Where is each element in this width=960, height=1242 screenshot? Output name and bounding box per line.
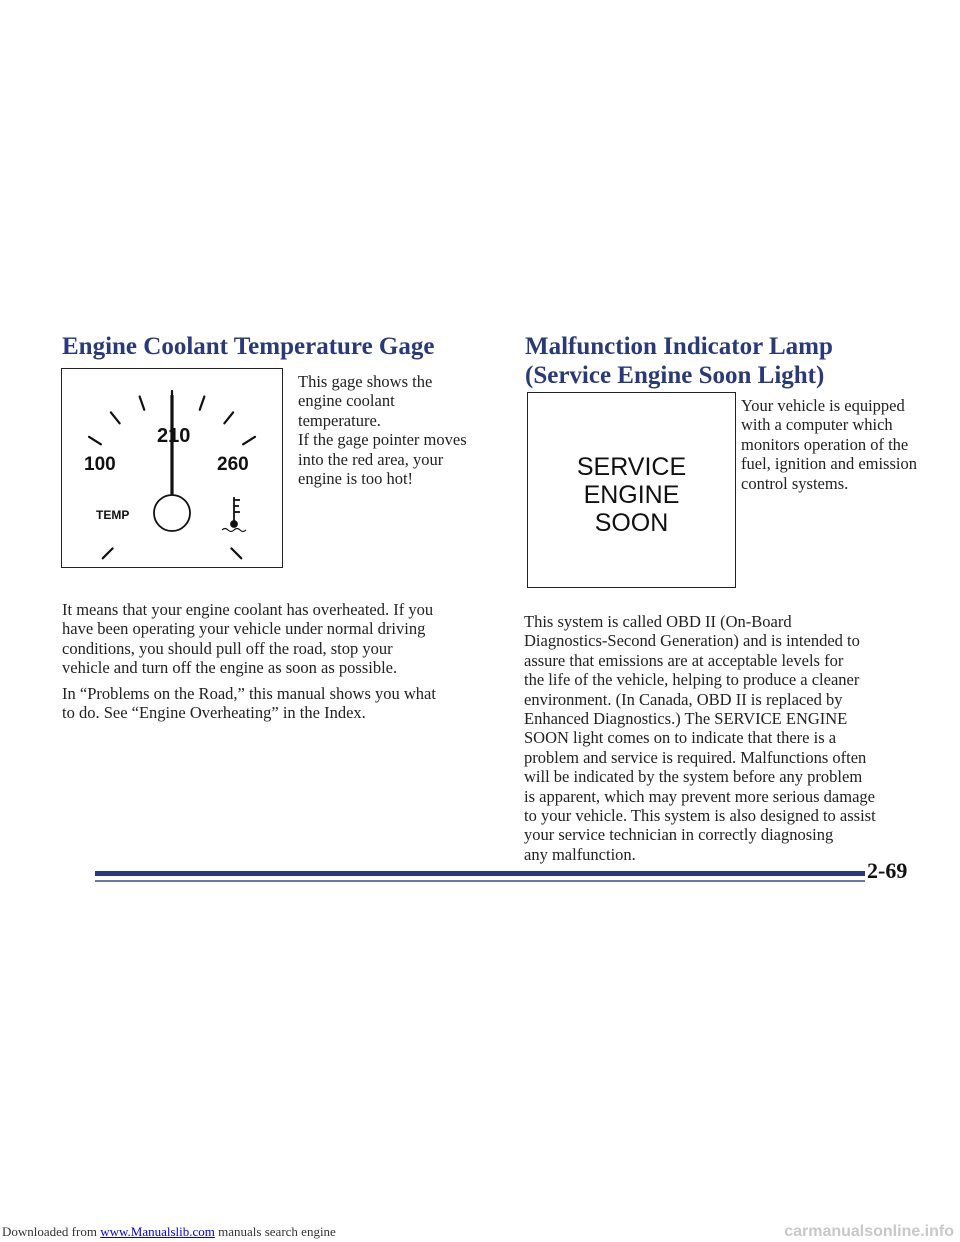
gauge-tick	[111, 412, 120, 423]
footer-rule	[95, 871, 865, 876]
gauge-tick	[200, 396, 205, 409]
page-number: 2-69	[867, 858, 908, 883]
gauge-temp-label: TEMP	[96, 508, 130, 522]
gauge-hub	[154, 495, 190, 531]
paragraph-line: Enhanced Diagnostics.) The SERVICE ENGINE	[524, 709, 848, 729]
service-engine-soon-lamp	[527, 392, 736, 588]
footer-suffix: manuals search engine	[214, 1224, 336, 1239]
paragraph-line: SOON light comes on to indicate that there is a	[524, 728, 837, 748]
caption-line: engine is too hot!	[298, 469, 414, 489]
gauge-tick	[140, 396, 145, 409]
gauge-high-label: 260	[217, 454, 249, 475]
paragraph-line: vehicle and turn off the engine as soon as possible.	[62, 658, 398, 678]
paragraph-line: have been operating your vehicle under normal driving	[62, 619, 426, 639]
paragraph-line: This system is called OBD II (On-Board	[524, 612, 792, 631]
gauge-tick	[224, 412, 233, 423]
watermark: carmanualsonline.info	[784, 1223, 954, 1240]
lamp-line: SERVICE	[576, 453, 687, 481]
malfunction-lamp-heading	[525, 332, 833, 390]
paragraph-line: will be indicated by the system before any problem	[524, 767, 863, 787]
engine-coolant-heading: Engine Coolant Temperature Gage	[62, 333, 435, 360]
paragraph-line: conditions, you should pull off the road, stop your	[62, 638, 393, 658]
paragraph-line: is apparent, which may prevent more serious damage	[524, 786, 875, 806]
caption-line: engine coolant temperature.	[298, 391, 395, 430]
heading-line: (Service Engine Soon Light)	[525, 362, 825, 389]
paragraph-line: Diagnostics-Second Generation) and is intended to	[524, 631, 860, 651]
footer-rule-thin	[95, 880, 865, 882]
coolant-thermometer-icon	[222, 497, 246, 532]
lamp-line: ENGINE	[583, 481, 680, 509]
caption-line: into the red area, your	[298, 449, 444, 469]
gauge-tick	[231, 548, 241, 558]
problems-paragraph	[62, 684, 512, 723]
coolant-gauge-figure	[61, 368, 283, 568]
paragraph-line: to do. See “Engine Overheating” in the Index.	[62, 703, 366, 723]
lamp-caption	[741, 396, 941, 493]
gage-caption	[298, 372, 478, 488]
paragraph-line: assure that emissions are at acceptable levels for	[524, 650, 844, 670]
caption-line: fuel, ignition and emission	[741, 454, 917, 474]
lamp-text	[528, 453, 735, 537]
gauge-tick	[103, 548, 113, 558]
caption-line: with a computer which	[741, 415, 893, 435]
gauge-low-label: 100	[84, 454, 116, 475]
caption-line: monitors operation of the	[741, 434, 909, 454]
paragraph-line: your service technician in correctly diagnosing	[524, 825, 834, 845]
paragraph-line: to your vehicle. This system is also designed to assist	[524, 806, 876, 826]
gauge-mid-label: 210	[157, 425, 191, 447]
gauge-tick	[89, 437, 101, 444]
paragraph-line: problem and service is required. Malfunctions often	[524, 747, 867, 767]
manualslib-link[interactable]: www.Manualslib.com	[100, 1224, 215, 1239]
caption-line: Your vehicle is equipped	[741, 396, 905, 415]
caption-line: This gage shows the	[298, 372, 433, 391]
obd-paragraph	[524, 612, 944, 864]
caption-line: control systems.	[741, 473, 849, 493]
paragraph-line: environment. (In Canada, OBD II is replaced by	[524, 689, 843, 709]
caption-line: If the gage pointer moves	[298, 430, 467, 450]
lamp-line: SOON	[594, 509, 669, 537]
overheat-paragraph	[62, 600, 512, 678]
footer-text	[2, 1222, 336, 1242]
download-footer	[0, 1222, 960, 1242]
paragraph-line: the life of the vehicle, helping to produce a cleaner	[524, 670, 860, 690]
paragraph-line: any malfunction.	[524, 844, 636, 864]
paragraph-line: In “Problems on the Road,” this manual shows you what	[62, 684, 436, 703]
footer-prefix: Downloaded from	[2, 1224, 101, 1239]
heading-line: Malfunction Indicator Lamp	[525, 333, 833, 360]
paragraph-line: It means that your engine coolant has overheated. If you	[62, 600, 434, 619]
coolant-gauge-icon	[62, 369, 282, 567]
gauge-tick	[243, 437, 255, 444]
